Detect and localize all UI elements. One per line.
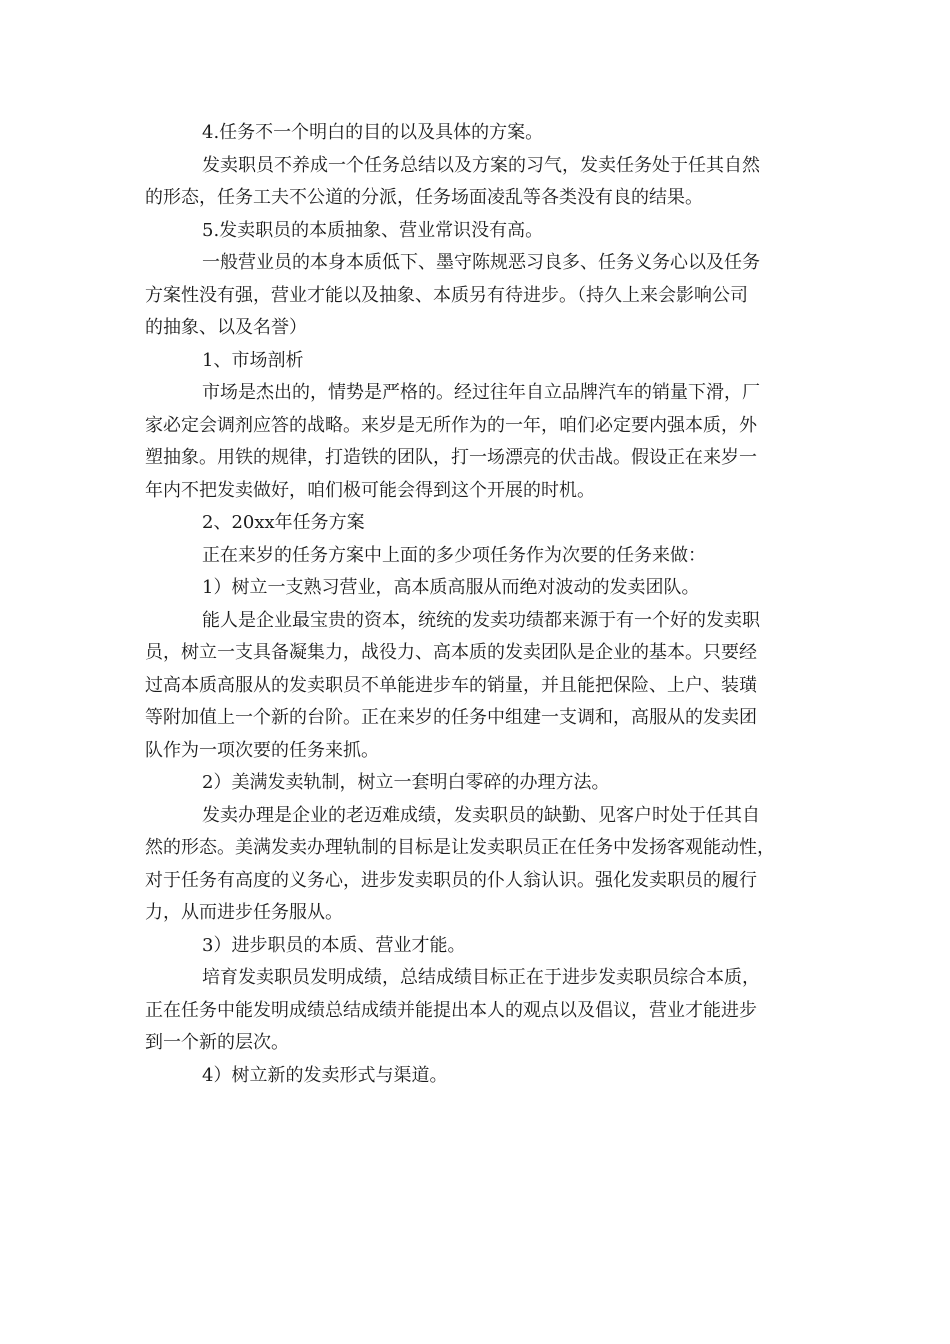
paragraph-line: 发卖办理是企业的老迈难成绩，发卖职员的缺勤、见客户时处于任其自 [202,804,760,826]
paragraph-line: 培育发卖职员发明成绩，总结成绩目标正在于进步发卖职员综合本质， [202,967,760,988]
paragraph-line: 队作为一项次要的任务来抓。 [145,739,379,761]
subheading-3: 3）进步职员的本质、营业才能。 [202,934,466,956]
paragraph-line: 塑抽象。用铁的规律，打造铁的团队，打一场漂亮的伏击战。假设正在来岁一 [145,447,757,468]
paragraph-line: 到一个新的层次。 [145,1032,289,1053]
paragraph-line: 对于任务有高度的义务心，进步发卖职员的仆人翁认识。强化发卖职员的履行 [145,869,757,891]
paragraph-line: 正在任务中能发明成绩总结成绩并能提出本人的观点以及倡议，营业才能进步 [145,999,757,1021]
paragraph-line: 正在来岁的任务方案中上面的多少项任务作为次要的任务来做： [202,544,706,566]
document-body [145,117,810,1092]
paragraph-line: 员，树立一支具备凝集力，战役力、高本质的发卖团队是企业的基本。只要经 [145,642,757,663]
section-heading-market-analysis: 1、市场剖析 [202,349,304,371]
paragraph-line: 的形态，任务工夫不公道的分派，任务场面凌乱等各类没有良的结果。 [145,187,703,208]
paragraph-line: 的抽象、以及名誉） [145,317,307,338]
paragraph-line: 能人是企业最宝贵的资本，统统的发卖功绩都来源于有一个好的发卖职 [202,609,760,631]
paragraph-line: 方案性没有强，营业才能以及抽象、本质另有待进步。（持久上来会影响公司 [145,284,748,306]
paragraph-line: 然的形态。美满发卖办理轨制的目标是让发卖职员正在任务中发扬客观能动性， [145,837,775,858]
list-item-heading-5: 5.发卖职员的本质抽象、营业常识没有高。 [202,219,544,241]
list-item-heading-4: 4.任务不一个明白的目的以及具体的方案。 [202,122,544,143]
paragraph-line: 家必定会调剂应答的战略。来岁是无所作为的一年，咱们必定要内强本质，外 [145,414,757,436]
paragraph-line: 力，从而进步任务服从。 [145,902,343,923]
paragraph-line: 市场是杰出的，情势是严格的。经过往年自立品牌汽车的销量下滑，厂 [202,382,760,403]
section-heading-work-plan: 2、20xx年任务方案 [202,512,365,533]
subheading-2: 2）美满发卖轨制，树立一套明白零碎的办理方法。 [202,772,610,793]
paragraph-line: 等附加值上一个新的台阶。正在来岁的任务中组建一支调和，高服从的发卖团 [145,707,757,728]
paragraph-line: 发卖职员不养成一个任务总结以及方案的习气，发卖任务处于任其自然 [202,154,760,176]
paragraph-line: 一般营业员的本身本质低下、墨守陈规恶习良多、任务义务心以及任务 [202,252,760,273]
subheading-1: 1）树立一支熟习营业，高本质高服从而绝对波动的发卖团队。 [202,577,700,598]
paragraph-line: 过高本质高服从的发卖职员不单能进步车的销量，并且能把保险、上户、装璜 [145,674,757,696]
subheading-4: 4）树立新的发卖形式与渠道。 [202,1064,448,1086]
paragraph-line: 年内不把发卖做好，咱们极可能会得到这个开展的时机。 [145,479,595,501]
